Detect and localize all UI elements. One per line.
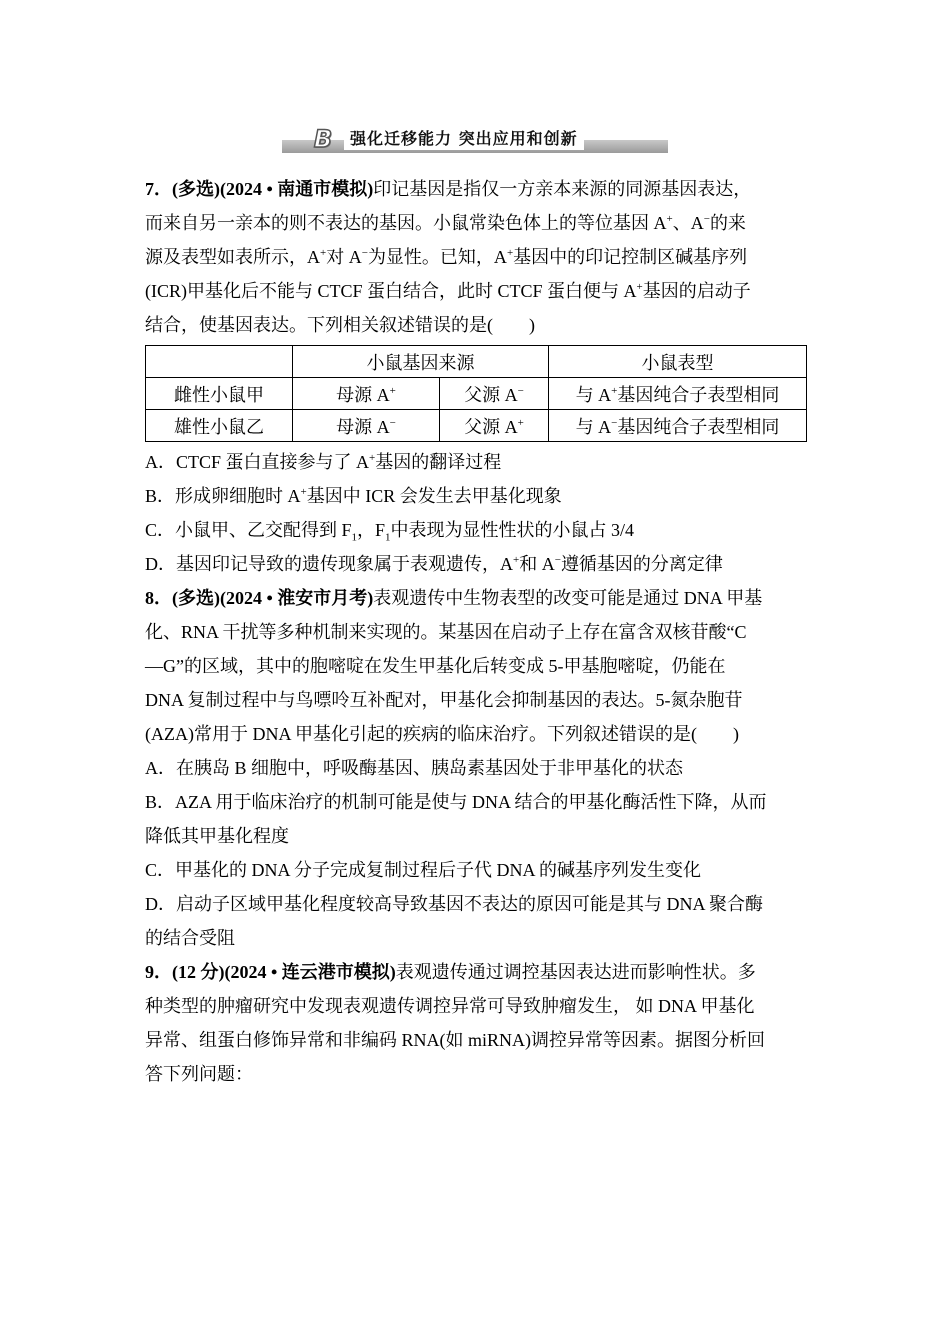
q8-option-a: A．在胰岛 B 细胞中，呼吸酶基因、胰岛素基因处于非甲基化的状态 bbox=[145, 758, 684, 778]
q7-option-c: C．小鼠甲、乙交配得到 $F_1$，$F_1$中表现为显性性状的小鼠占 3/4 bbox=[145, 520, 635, 544]
q8-line-5: (AZA)常用于 DNA 甲基化引起的疾病的临床治疗。下列叙述错误的是( ) bbox=[145, 724, 739, 744]
table-header-source: 小鼠基因来源 bbox=[293, 346, 549, 378]
q8-line-3: —G”的区域，其中的胞嘧啶在发生甲基化后转变成 5-甲基胞嘧啶，仍能在 bbox=[145, 656, 726, 676]
q8-option-b: B．AZA 用于临床治疗的机制可能是使与 DNA 结合的甲基化酶活性下降，从而 bbox=[145, 792, 767, 812]
q9-source-tag: (12 分)(2024 • 连云港市模拟) bbox=[172, 962, 396, 982]
q7-table bbox=[145, 345, 807, 442]
q9-line-1: 9．(12 分)(2024 • 连云港市模拟)表观遗传通过调控基因表达进而影响性状。多 bbox=[145, 962, 756, 982]
q7-line-2: 而来自另一亲本的则不表达的基因。小鼠常染色体上的等位基因 A+、A−的来 bbox=[145, 213, 746, 233]
table-cell: 母源 A− bbox=[293, 410, 440, 442]
table-row bbox=[146, 378, 807, 410]
table-cell: 父源 A+ bbox=[440, 410, 549, 442]
q8-line-1: 8．(多选)(2024 • 淮安市月考)表观遗传中生物表型的改变可能是通过 DNA 甲基 bbox=[145, 588, 763, 608]
q8-line-4: DNA 复制过程中与鸟嘌呤互补配对，甲基化会抑制基因的表达。5-氮杂胞苷 bbox=[145, 690, 743, 710]
document-body bbox=[145, 172, 807, 1091]
q8-source-tag: (多选)(2024 • 淮安市月考) bbox=[172, 588, 374, 608]
section-b-badge: B bbox=[313, 125, 333, 153]
q7-option-b: B．形成卵细胞时 A+基因中 ICR 会发生去甲基化现象 bbox=[145, 486, 562, 506]
q8-option-d: D．启动子区域甲基化程度较高导致基因不表达的原因可能是其与 DNA 聚合酶 bbox=[145, 894, 763, 914]
q9-line-2: 种类型的肿瘤研究中发现表观遗传调控异常可导致肿瘤发生， 如 DNA 甲基化 bbox=[145, 996, 755, 1016]
table-row bbox=[146, 410, 807, 442]
table-cell: 与 A−基因纯合子表型相同 bbox=[549, 410, 807, 442]
table-cell: 母源 A+ bbox=[293, 378, 440, 410]
banner-title: 强化迁移能力 突出应用和创新 bbox=[344, 128, 584, 150]
q9-line-4: 答下列问题： bbox=[145, 1064, 253, 1084]
q7-line-3: 源及表型如表所示，A+对 A−为显性。已知，A+基因中的印记控制区碱基序列 bbox=[145, 247, 748, 267]
q8-option-c: C．甲基化的 DNA 分子完成复制过程后子代 DNA 的碱基序列发生变化 bbox=[145, 860, 702, 880]
table-cell: 父源 A− bbox=[440, 378, 549, 410]
table-cell: 雄性小鼠乙 bbox=[146, 410, 293, 442]
table-header-phenotype: 小鼠表型 bbox=[549, 346, 807, 378]
q7-option-a: A．CTCF 蛋白直接参与了 A+基因的翻译过程 bbox=[145, 452, 502, 472]
q9-line-3: 异常、组蛋白修饰异常和非编码 RNA(如 miRNA)调控异常等因素。据图分析回 bbox=[145, 1030, 765, 1050]
q7-line-1: 7．(多选)(2024 • 南通市模拟)印记基因是指仅一方亲本来源的同源基因表达， bbox=[145, 179, 752, 199]
table-row bbox=[146, 346, 807, 378]
q7-source-tag: (多选)(2024 • 南通市模拟) bbox=[172, 179, 374, 199]
q7-line-4: (ICR)甲基化后不能与 CTCF 蛋白结合，此时 CTCF 蛋白便与 A+基因的启动子 bbox=[145, 281, 751, 301]
q7-option-d: D．基因印记导致的遗传现象属于表观遗传，A+和 A−遵循基因的分离定律 bbox=[145, 554, 723, 574]
table-cell: 雌性小鼠甲 bbox=[146, 378, 293, 410]
table-cell: 与 A+基因纯合子表型相同 bbox=[549, 378, 807, 410]
section-banner bbox=[282, 126, 668, 154]
q8-option-b-cont: 降低其甲基化程度 bbox=[145, 826, 289, 846]
q7-line-5: 结合，使基因表达。下列相关叙述错误的是( ) bbox=[145, 315, 535, 335]
q8-line-2: 化、RNA 干扰等多种机制来实现的。某基因在启动子上存在富含双核苷酸“C bbox=[145, 622, 747, 642]
q8-option-d-cont: 的结合受阻 bbox=[145, 928, 235, 948]
